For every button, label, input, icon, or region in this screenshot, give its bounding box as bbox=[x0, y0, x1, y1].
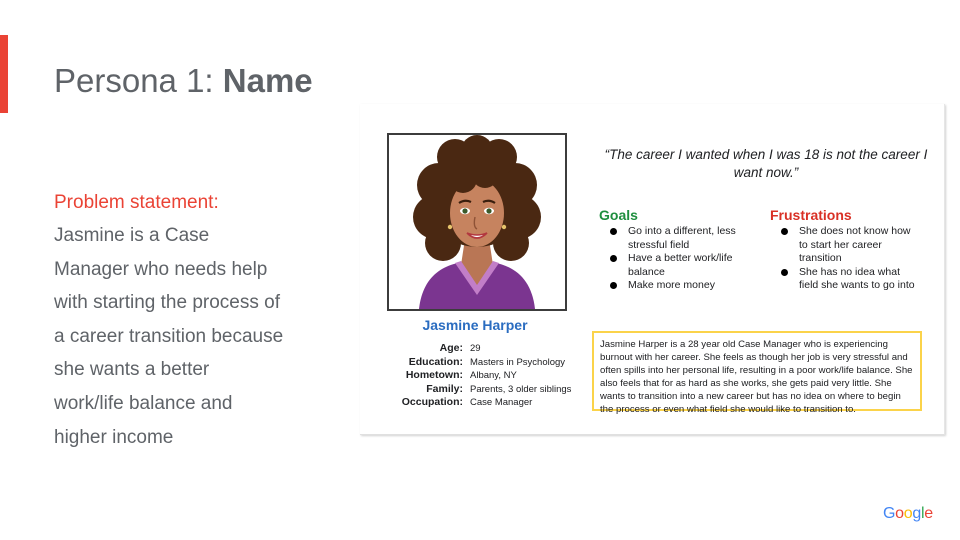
goal-text: Have a better work/life balance bbox=[628, 252, 733, 278]
google-logo bbox=[883, 505, 933, 523]
persona-card bbox=[360, 104, 945, 435]
fact-label: Education: bbox=[408, 355, 463, 368]
persona-photo bbox=[387, 133, 567, 311]
fact-row-age bbox=[388, 342, 588, 356]
problem-statement-label: Problem statement: bbox=[54, 192, 219, 213]
accent-bar bbox=[0, 35, 8, 113]
fact-row-education bbox=[388, 356, 588, 370]
logo-letter: o bbox=[895, 505, 904, 522]
fact-value: Masters in Psychology bbox=[470, 356, 566, 368]
fact-label: Occupation: bbox=[401, 396, 463, 408]
fact-row-occupation bbox=[388, 396, 588, 410]
bullet-icon bbox=[610, 255, 617, 262]
frustration-item bbox=[771, 266, 921, 293]
problem-statement-text: Jasmine is a Case Manager who needs help with starting the process of a career transition because she wants a better work/life balance and higher income bbox=[54, 225, 284, 448]
fact-value: Parents, 3 older siblings bbox=[470, 383, 572, 395]
bullet-icon bbox=[610, 228, 617, 235]
goals-list bbox=[600, 225, 760, 293]
logo-letter: o bbox=[903, 505, 913, 522]
frustration-item bbox=[771, 225, 921, 266]
fact-value: Case Manager bbox=[470, 397, 533, 408]
goal-text: Go into a different, less stressful field bbox=[628, 225, 736, 251]
bullet-icon bbox=[610, 282, 617, 289]
fact-label: Family: bbox=[426, 382, 463, 395]
fact-row-hometown bbox=[388, 369, 588, 383]
frustrations-list bbox=[771, 225, 921, 293]
logo-letter: G bbox=[883, 505, 896, 522]
persona-name: Jasmine Harper bbox=[422, 317, 528, 333]
logo-letter: e bbox=[924, 505, 933, 522]
logo-letter: g bbox=[912, 505, 921, 522]
bullet-icon bbox=[781, 228, 788, 235]
fact-row-family bbox=[388, 383, 588, 397]
goal-item bbox=[600, 252, 760, 279]
frustration-text: She does not know how to start her career transition bbox=[799, 225, 911, 265]
fact-value: Albany, NY bbox=[470, 370, 517, 381]
goal-text: Make more money bbox=[628, 279, 715, 292]
fact-value: 29 bbox=[470, 343, 481, 354]
title-prefix: Persona 1: bbox=[54, 62, 223, 99]
persona-bio: Jasmine Harper is a 28 year old Case Manager who is experiencing burnout with her career. She feels as though her job is very stressful and often spills into her personal life, resulting in a poor work/life balance. She also feels that for as hard as she works, she gets paid very little. She wants to transition into a new career but has no idea on where to begin the process or even what field she would like to transition to. bbox=[592, 331, 922, 411]
fact-label: Hometown: bbox=[405, 369, 463, 381]
fact-label: Age: bbox=[439, 342, 463, 354]
frustration-text: She has no idea what field she wants to go into bbox=[799, 265, 915, 292]
slide-title bbox=[54, 62, 313, 100]
bullet-icon bbox=[781, 269, 788, 276]
persona-quote: “The career I wanted when I was 18 is not the career I want now.” bbox=[604, 147, 928, 180]
logo-letter: l bbox=[920, 505, 925, 522]
goals-heading: Goals bbox=[599, 207, 638, 223]
persona-facts bbox=[388, 342, 588, 410]
frustrations-heading: Frustrations bbox=[770, 207, 852, 223]
title-name: Name bbox=[222, 62, 313, 99]
persona-illustration bbox=[389, 135, 565, 309]
goal-item bbox=[600, 279, 760, 293]
goal-item bbox=[600, 225, 760, 252]
problem-statement bbox=[54, 188, 284, 454]
